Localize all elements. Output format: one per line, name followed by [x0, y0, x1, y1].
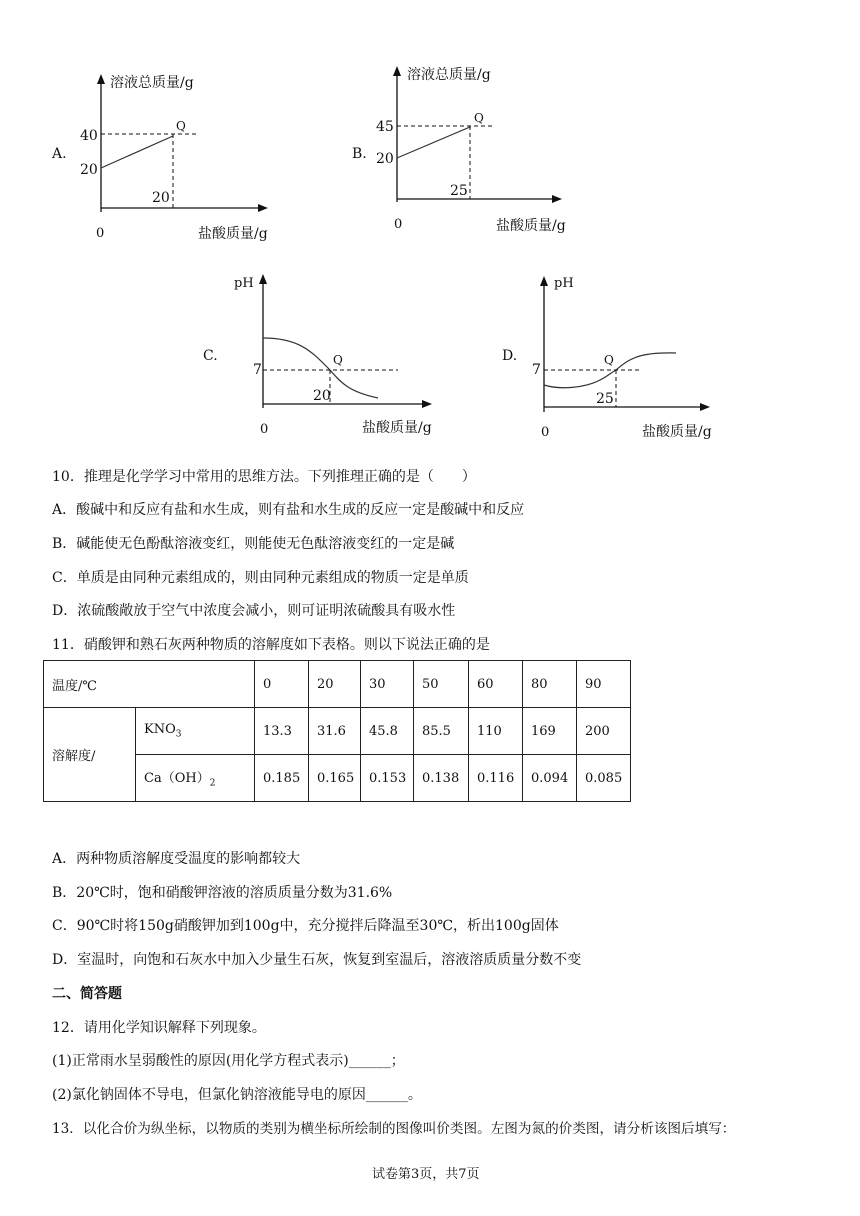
- q10-option-c[interactable]: C．单质是由同种元素组成的，则由同种元素组成的物质一定是单质: [52, 570, 469, 586]
- q11-stem: 11．硝酸钾和熟石灰两种物质的溶解度如下表格。则以下说法正确的是: [52, 637, 490, 653]
- graph-b-y-arrow: [393, 66, 401, 76]
- q10-option-a[interactable]: A．酸碱中和反应有盐和水生成，则有盐和水生成的反应一定是酸碱中和反应: [52, 502, 525, 518]
- graph-a: [80, 74, 268, 242]
- graph-c-point: Q: [333, 353, 343, 367]
- q13-stem: 13．以化合价为纵坐标，以物质的类别为横坐标所绘制的图像叫价类图。左图为氮的价类图，请分析该图后填写：: [52, 1121, 736, 1137]
- graph-b-point: Q: [474, 111, 484, 125]
- value-cell: 45.8: [361, 708, 414, 755]
- substance-cell-caoh2: [136, 755, 255, 802]
- temp-cell: 30: [361, 661, 414, 708]
- temp-cell: 80: [523, 661, 577, 708]
- temp-cell: 50: [414, 661, 469, 708]
- graph-b-line: [397, 127, 470, 158]
- graph-a-x-q: 20: [152, 190, 170, 206]
- table-row-kno3: [44, 708, 631, 755]
- solubility-table: [43, 660, 631, 802]
- value-cell: 0.085: [577, 755, 631, 802]
- q12-stem: 12．请用化学知识解释下列现象。: [52, 1020, 266, 1036]
- q12-item-1: (1)正常雨水呈弱酸性的原因(用化学方程式表示)______；: [52, 1053, 405, 1069]
- temp-cell: 0: [255, 661, 309, 708]
- value-cell: 0.185: [255, 755, 309, 802]
- value-cell: 13.3: [255, 708, 309, 755]
- q11-option-d[interactable]: D．室温时，向饱和石灰水中加入少量生石灰，恢复到室温后，溶液溶质质量分数不变: [52, 952, 582, 968]
- graph-a-point: Q: [176, 119, 186, 133]
- value-cell: 0.165: [309, 755, 361, 802]
- graph-a-origin: 0: [96, 226, 105, 241]
- graph-c-y-mark: 7: [253, 362, 262, 378]
- graph-c-y-arrow: [259, 274, 267, 284]
- substance-subscript: 2: [209, 778, 216, 789]
- graph-a-y-label: 溶液总质量/g: [110, 75, 194, 91]
- graph-d: [532, 276, 712, 440]
- value-cell: 0.116: [469, 755, 523, 802]
- value-cell: 169: [523, 708, 577, 755]
- graph-b-x-label: 盐酸质量/g: [496, 218, 566, 234]
- value-cell: 85.5: [414, 708, 469, 755]
- graph-d-point: Q: [604, 353, 614, 367]
- graph-d-origin: 0: [541, 425, 550, 440]
- temp-cell: 90: [577, 661, 631, 708]
- graph-a-y-start: 20: [80, 162, 98, 178]
- value-cell: 110: [469, 708, 523, 755]
- graph-d-x-label: 盐酸质量/g: [642, 424, 712, 440]
- graph-d-y-label: pH: [554, 276, 574, 291]
- graph-d-y-arrow: [540, 276, 548, 286]
- temp-cell: 60: [469, 661, 523, 708]
- graph-b: [376, 66, 566, 234]
- graph-c-x-q: 20: [313, 388, 331, 404]
- section-heading: 二、简答题: [52, 986, 122, 1002]
- option-label-d: D.: [502, 348, 518, 364]
- graph-b-origin: 0: [394, 217, 403, 232]
- option-label-c: C.: [203, 348, 218, 364]
- option-label-a: A.: [52, 146, 67, 162]
- graph-c-x-label: 盐酸质量/g: [362, 420, 432, 436]
- graph-a-x-label: 盐酸质量/g: [198, 226, 268, 242]
- graph-a-x-arrow: [258, 204, 268, 212]
- substance-subscript: 3: [175, 729, 182, 740]
- graph-b-y-label: 溶液总质量/g: [407, 67, 491, 83]
- value-cell: 0.138: [414, 755, 469, 802]
- graph-a-y-arrow: [97, 74, 105, 84]
- substance-name: Ca（OH）: [144, 771, 210, 787]
- graph-b-x-q: 25: [450, 183, 468, 199]
- q11-option-a[interactable]: A．两种物质溶解度受温度的影响都较大: [52, 851, 301, 867]
- graph-d-y-mark: 7: [532, 362, 541, 378]
- solubility-header-cell: 溶解度/: [44, 708, 136, 802]
- page-footer: 试卷第3页，共7页: [372, 1167, 480, 1182]
- value-cell: 200: [577, 708, 631, 755]
- table-row-temp: [44, 661, 631, 708]
- graph-c-origin: 0: [260, 422, 269, 437]
- q11-option-c[interactable]: C．90℃时将150g硝酸钾加到100g中，充分搅拌后降温至30℃，析出100g固体: [52, 918, 559, 934]
- graph-a-line: [101, 136, 173, 168]
- value-cell: 31.6: [309, 708, 361, 755]
- graph-c: [234, 274, 432, 437]
- substance-name: KNO: [144, 722, 176, 738]
- q10-option-b[interactable]: B．碱能使无色酚酞溶液变红，则能使无色酞溶液变红的一定是碱: [52, 536, 455, 552]
- graph-b-y-start: 20: [376, 151, 394, 167]
- temp-header-cell: 温度/℃: [44, 661, 255, 708]
- graph-a-y-q: 40: [80, 128, 98, 144]
- graphs-svg: [0, 0, 860, 460]
- temp-cell: 20: [309, 661, 361, 708]
- graph-c-y-label: pH: [234, 276, 254, 291]
- graph-d-x-arrow: [700, 403, 710, 411]
- graph-d-x-q: 25: [596, 391, 614, 407]
- substance-cell-kno3: [136, 708, 255, 755]
- q10-stem: 10．推理是化学学习中常用的思维方法。下列推理正确的是（ ）: [52, 469, 476, 485]
- graph-b-x-arrow: [552, 195, 562, 203]
- q10-option-d[interactable]: D．浓硫酸敞放于空气中浓度会减小，则可证明浓硫酸具有吸水性: [52, 603, 456, 619]
- q11-option-b[interactable]: B．20℃时，饱和硝酸钾溶液的溶质质量分数为31.6%: [52, 885, 393, 901]
- graph-c-x-arrow: [422, 400, 432, 408]
- value-cell: 0.153: [361, 755, 414, 802]
- option-label-b: B.: [352, 146, 367, 162]
- value-cell: 0.094: [523, 755, 577, 802]
- q12-item-2: (2)氯化钠固体不导电，但氯化钠溶液能导电的原因______。: [52, 1087, 422, 1103]
- graph-b-y-q: 45: [376, 119, 394, 135]
